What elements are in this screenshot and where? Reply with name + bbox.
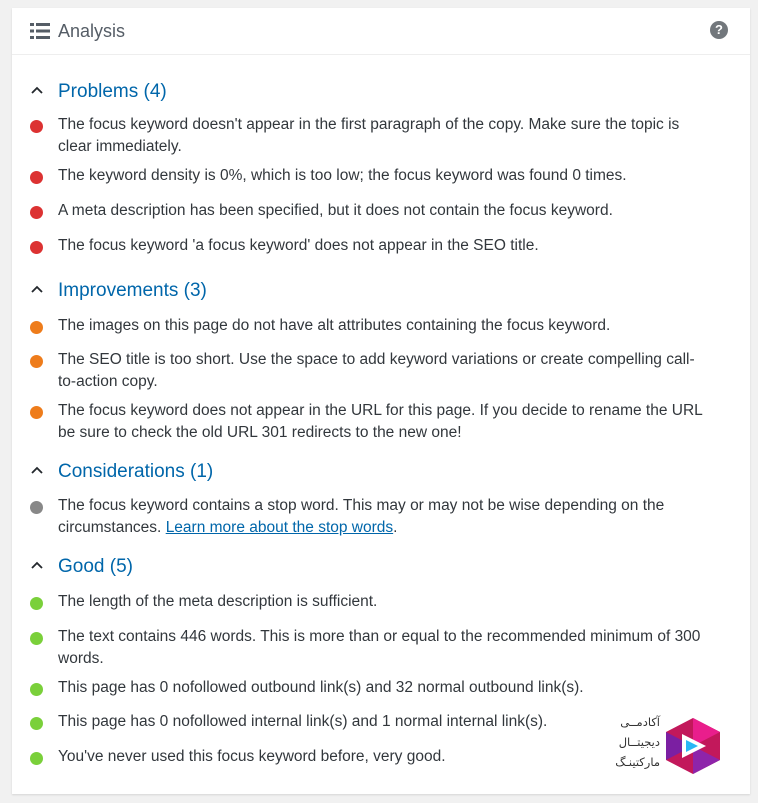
play-logo-icon	[664, 716, 722, 776]
item-text: The keyword density is 0%, which is too low; the focus keyword was found 0 times.	[58, 167, 627, 184]
item-text: The focus keyword 'a focus keyword' does not appear in the SEO title.	[58, 237, 539, 254]
item-text	[58, 495, 708, 539]
consideration-bullet-icon	[30, 501, 43, 514]
chevron-up-icon	[30, 559, 44, 571]
section-title-considerations: Considerations (1)	[58, 461, 214, 482]
section-header-good[interactable]	[12, 553, 750, 581]
item-text: You've never used this focus keyword before, very good.	[58, 748, 446, 765]
logo-text-line2: دیجیتــال	[618, 735, 660, 749]
logo-text-line1: آکادمــی	[620, 715, 660, 729]
item-text: The images on this page do not have alt attributes containing the focus keyword.	[58, 317, 611, 334]
item-text: The length of the meta description is sufficient.	[58, 593, 378, 610]
item-text: The text contains 446 words. This is more than or equal to the recommended minimum of 300 words.	[58, 628, 701, 667]
improvement-bullet-icon	[30, 355, 43, 368]
chevron-up-icon	[30, 283, 44, 295]
analysis-panel	[12, 8, 750, 794]
good-bullet-icon	[30, 597, 43, 610]
good-bullet-icon	[30, 752, 43, 765]
item-text-end: .	[393, 519, 398, 536]
section-header-problems[interactable]	[12, 78, 750, 106]
logo-text-line3: مارکتینـگ	[615, 755, 660, 769]
section-title-problems: Problems (4)	[58, 81, 167, 102]
problem-bullet-icon	[30, 241, 43, 254]
item-text: A meta description has been specified, but it does not contain the focus keyword.	[58, 202, 613, 219]
good-bullet-icon	[30, 683, 43, 696]
academy-logo	[590, 712, 720, 782]
problem-bullet-icon	[30, 120, 43, 133]
item-text-body: The focus keyword contains a stop word. This may or may not be wise depending on the circumstances.	[58, 497, 665, 536]
section-header-considerations[interactable]	[12, 458, 750, 486]
learn-more-link[interactable]: Learn more about the stop words	[165, 519, 394, 536]
item-text: The focus keyword does not appear in the URL for this page. If you decide to rename the URL be sure to check the old URL 301 redirects to the new one!	[58, 402, 703, 441]
item-text: The SEO title is too short. Use the space to add keyword variations or create compelling call-to-action copy.	[58, 351, 695, 390]
section-title-good: Good (5)	[58, 556, 133, 577]
item-text: The focus keyword doesn't appear in the first paragraph of the copy. Make sure the topic is clear immediately.	[58, 116, 680, 155]
item-text: This page has 0 nofollowed outbound link(s) and 32 normal outbound link(s).	[58, 679, 584, 696]
problem-bullet-icon	[30, 206, 43, 219]
chevron-up-icon	[30, 464, 44, 476]
section-header-improvements[interactable]	[12, 277, 750, 305]
question-circle-icon[interactable]: ?	[710, 21, 728, 39]
improvement-bullet-icon	[30, 406, 43, 419]
panel-header[interactable]	[12, 8, 750, 55]
good-bullet-icon	[30, 632, 43, 645]
improvement-bullet-icon	[30, 321, 43, 334]
problem-bullet-icon	[30, 171, 43, 184]
good-bullet-icon	[30, 717, 43, 730]
section-title-improvements: Improvements (3)	[58, 280, 207, 301]
chevron-up-icon	[30, 84, 44, 96]
list-icon	[30, 22, 50, 40]
item-text: This page has 0 nofollowed internal link(s) and 1 normal internal link(s).	[58, 713, 548, 730]
panel-title: Analysis	[58, 21, 126, 41]
